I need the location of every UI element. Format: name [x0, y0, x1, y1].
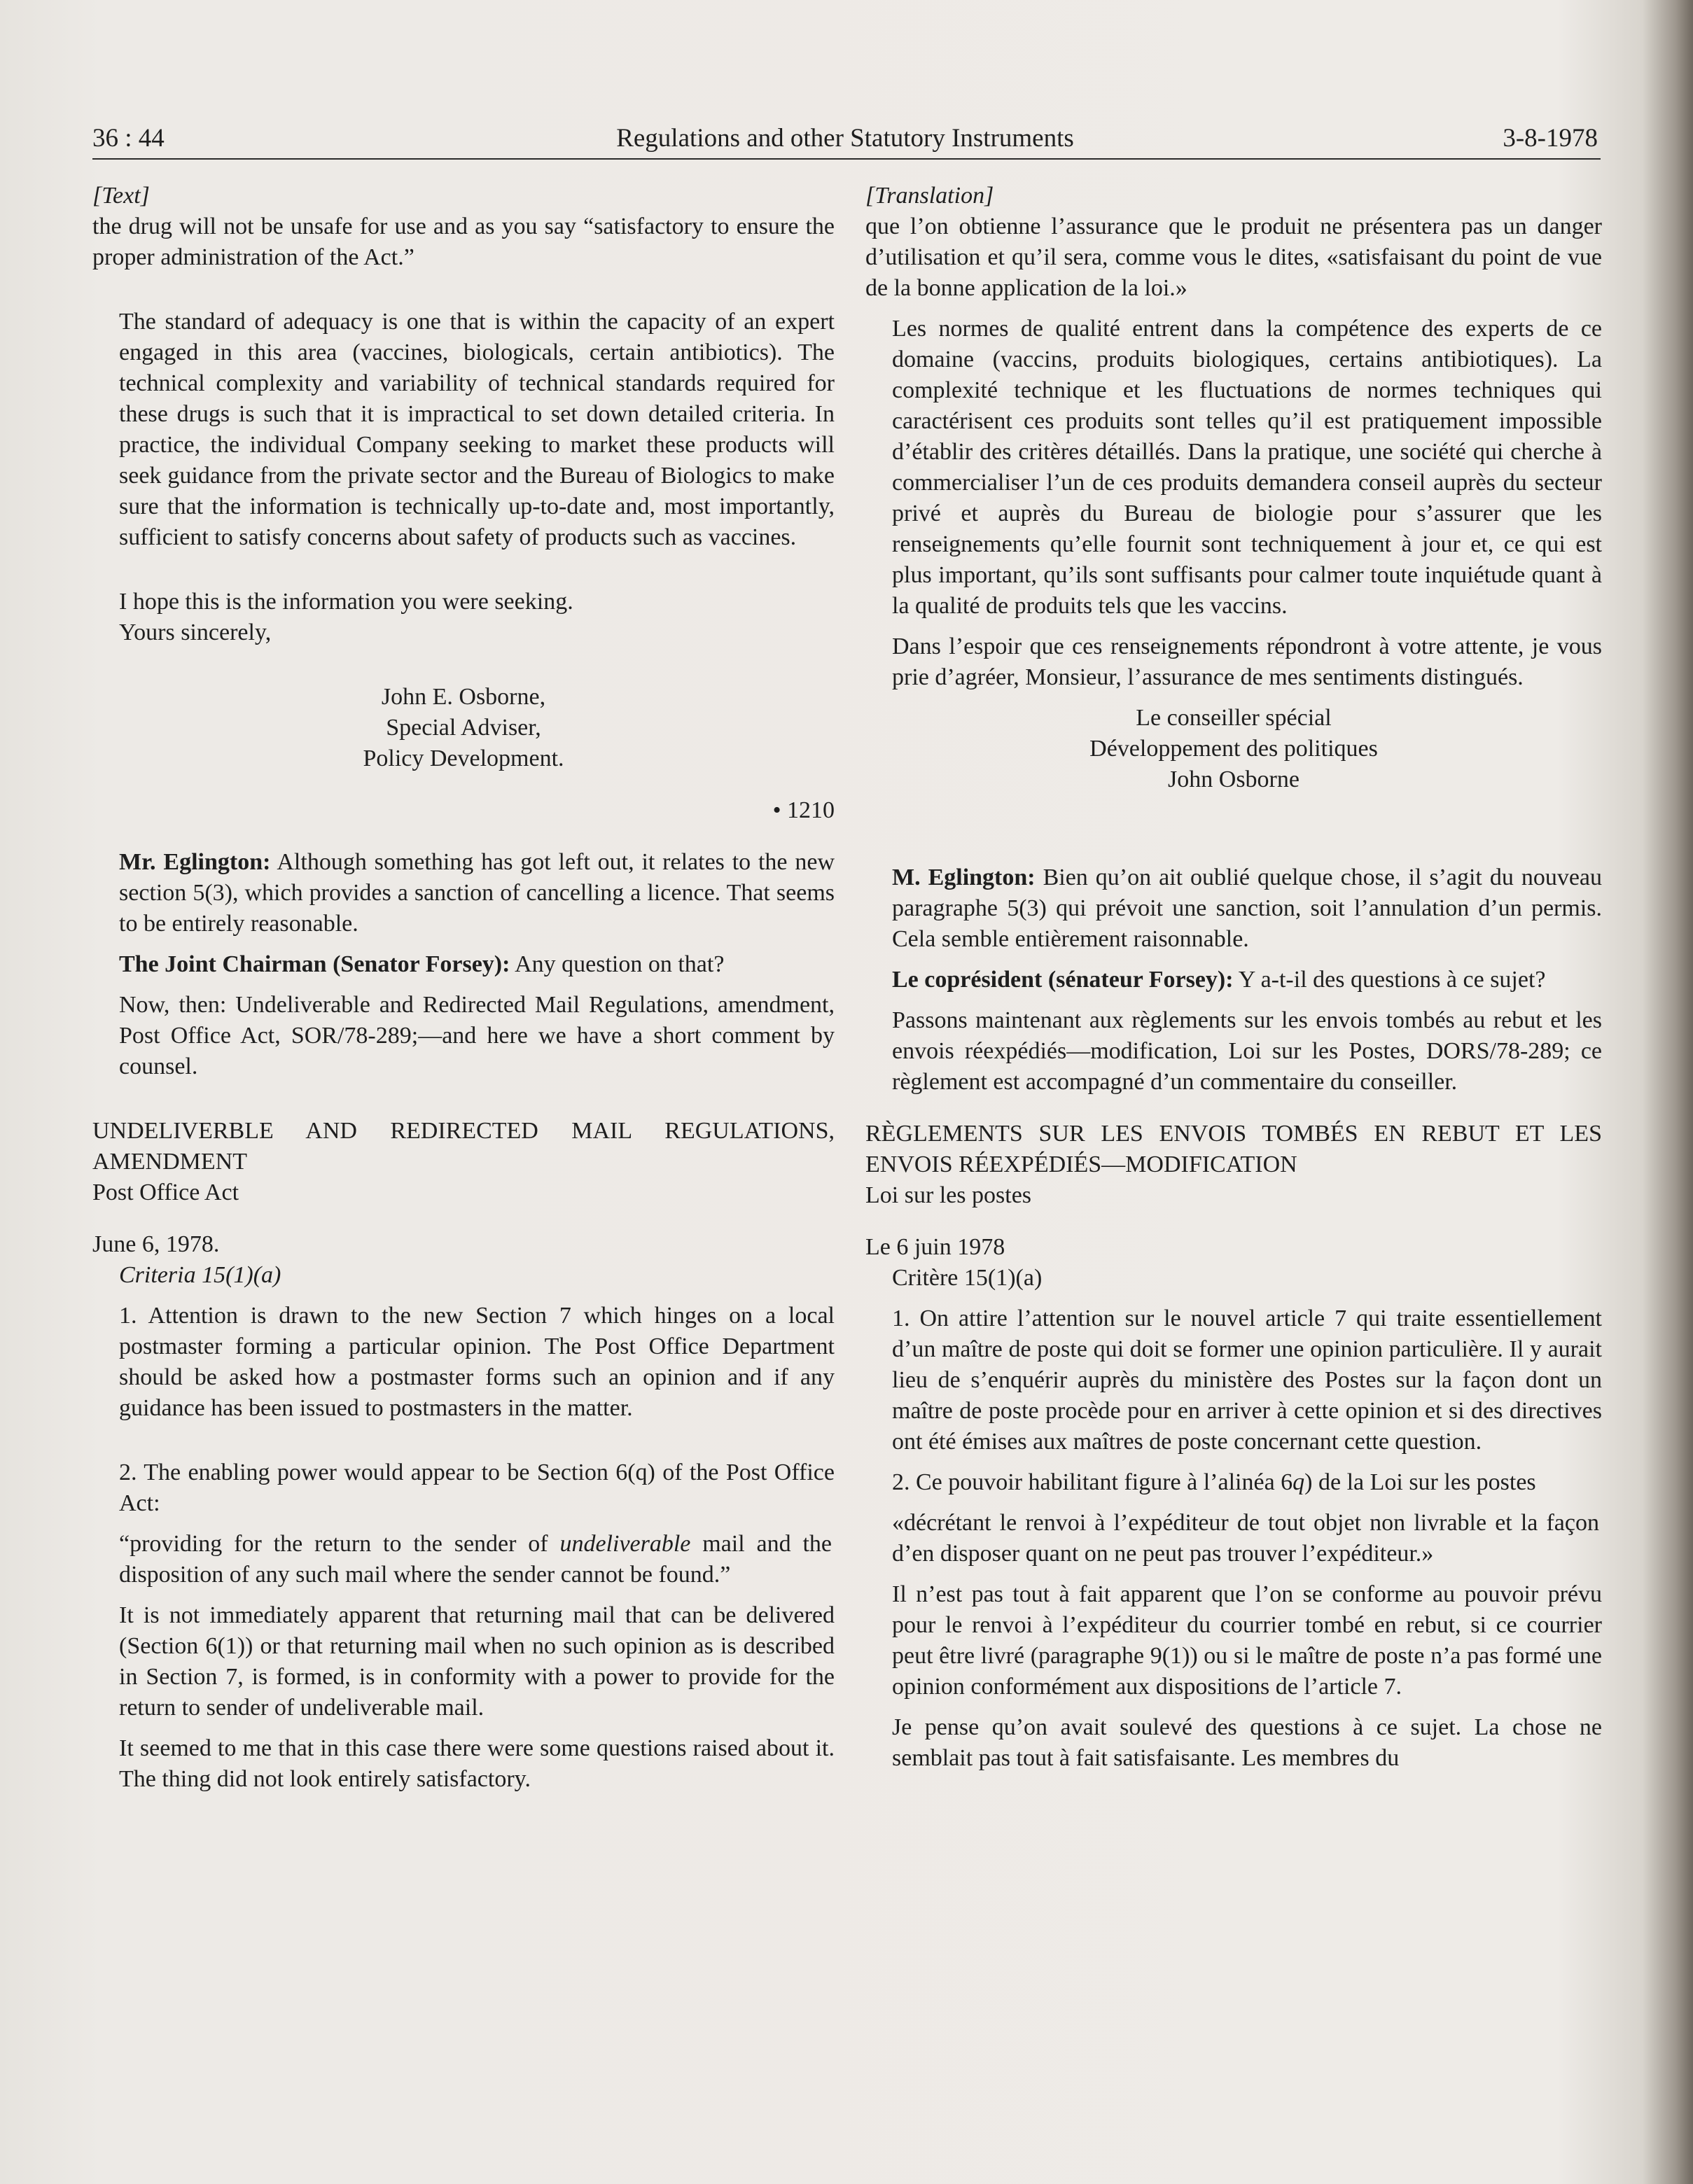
speaker-name: M. Eglington:: [892, 864, 1036, 890]
statute-quote: «décrétant le renvoi à l’expéditeur de tout objet non livrable et la façon d’en disposer quant on ne peut pas trouver l’expéditeur.»: [892, 1510, 1599, 1567]
speech-paragraph: Now, then: Undeliverable and Redirected Mail Regulations, amendment, Post Office Act, SOR/78-289;—and here we have a short comment by counsel.: [119, 992, 835, 1079]
signature-dept: Policy Development.: [363, 746, 564, 771]
section-subheading: Loi sur les postes: [865, 1182, 1032, 1208]
letter-closing: Dans l’espoir que ces renseignements répondront à votre attente, je vous prie d’agréer, Monsieur, l’assurance de mes sentiments distingués.: [892, 634, 1602, 690]
criteria-label: Criteria 15(1)(a): [119, 1262, 281, 1288]
comment-item: 2. Ce pouvoir habilitant figure à l’alinéa 6q) de la Loi sur les postes: [892, 1469, 1536, 1495]
translation-tag: [Translation]: [865, 183, 994, 209]
letter-salutation: Yours sincerely,: [119, 620, 272, 645]
comment-item: 2. The enabling power would appear to be Section 6(q) of the Post Office Act:: [119, 1460, 835, 1516]
speaker-name: Le coprésident (sénateur Forsey):: [892, 967, 1234, 993]
speech-paragraph: Je pense qu’on avait soulevé des questions à ce sujet. La chose ne semblait pas tout à fait satisfaisante. Les membres du: [892, 1714, 1602, 1771]
comment-item: 1. On attire l’attention sur le nouvel article 7 qui traite essentiellement d’un maître de poste qui doit se former une opinion particulière. Il y aurait lieu de s’enquérir auprès du ministère des Postes sur la façon dont un maître de poste procède pour en arriver à cette opinion et si des directives ont été émises aux maîtres de poste concernant cette question.: [892, 1306, 1602, 1455]
page-header: [92, 118, 1598, 160]
speech-text: Y a-t-il des questions à ce sujet?: [1233, 967, 1546, 993]
speaker-name: The Joint Chairman (Senator Forsey):: [119, 951, 510, 977]
statute-quote: “providing for the return to the sender of undeliverable mail and the disposition of any such mail where the sender cannot be found.”: [119, 1531, 832, 1588]
speech-paragraph: Passons maintenant aux règlements sur les envois tombés au rebut et les envois réexpédiés—modification, Loi sur les Postes, DORS/78-289; ce règlement est accompagné d’un commentaire du conseiller.: [892, 1007, 1602, 1095]
signature-dept: Développement des politiques: [1089, 736, 1378, 762]
letter-paragraph: Les normes de qualité entrent dans la compétence des experts de ce domaine (vaccins, produits biologiques, certains antibiotiques). La complexité technique et les fluctuations de normes techniques qui caractérisent ces produits sont telles qu’il est pratiquement impossible d’établir des critères détaillés. Dans la pratique, une société qui cherche à commercialiser l’un de ces produits demandera conseil auprès du secteur privé et auprès du Bureau de biologie pour s’assurer que les renseignements qu’elle fournit sont techniquement à jour et, ce qui est plus important, qu’ils sont suffisants pour calmer toute inquiétude quant à la qualité de produits tels que les vaccins.: [892, 316, 1602, 619]
section-heading: UNDELIVERBLE AND REDIRECTED MAIL REGULATIONS, AMENDMENT: [92, 1118, 835, 1175]
letter-paragraph: The standard of adequacy is one that is within the capacity of an expert engaged in this area (vaccines, biologicals, certain antibiotics). The technical complexity and variability of technical standards required for these drugs is such that it is impractical to set down detailed criteria. In practice, the individual Company seeking to market these products will seek guidance from the private sector and the Bureau of Biologics to make sure that the information is technically up-to-date and, most importantly, sufficient to satisfy concerns about safety of products such as vaccines.: [119, 309, 835, 550]
page-number: 36 : 44: [92, 124, 165, 153]
text-tag: [Text]: [92, 183, 150, 209]
speaker-name: Mr. Eglington:: [119, 849, 271, 875]
signature-name: John Osborne: [1168, 766, 1300, 792]
section-subheading: Post Office Act: [92, 1180, 239, 1205]
speaker-paragraph: [865, 965, 1602, 995]
comment-date: Le 6 juin 1978: [865, 1234, 1005, 1260]
section-heading: RÈGLEMENTS SUR LES ENVOIS TOMBÉS EN REBUT ET LES ENVOIS RÉEXPÉDIÉS—MODIFICATION: [865, 1121, 1602, 1177]
criteria-label: Critère 15(1)(a): [892, 1265, 1043, 1291]
speech-text: Bien qu’on ait oublié quelque chose, il s’agit du nouveau paragraphe 5(3) qui prévoit une sanction, soit l’annulation d’un permis. Cela semble entièrement raisonnable.: [892, 864, 1603, 952]
speaker-paragraph: [92, 949, 835, 980]
signature-title: Le conseiller spécial: [1136, 705, 1332, 731]
signature-name: John E. Osborne,: [381, 684, 546, 710]
comment-item: 1. Attention is drawn to the new Section 7 which hinges on a local postmaster forming a particular opinion. The Post Office Department should be asked how a postmaster forms such an opinion and if any guidance has been issued to postmasters in the matter.: [119, 1303, 835, 1421]
time-marker: • 1210: [772, 797, 835, 823]
letter-paragraph: que l’on obtienne l’assurance que le produit ne présentera pas un danger d’utilisation et qu’il sera, comme vous le dites, «satisfaisant du point de vue de la bonne application de la loi.»: [865, 214, 1602, 301]
header-rule: [92, 158, 1601, 160]
english-column: [92, 181, 835, 1795]
header-date: 3-8-1978: [1503, 124, 1598, 153]
signature-title: Special Adviser,: [386, 715, 541, 741]
french-column: [865, 181, 1602, 1774]
comment-paragraph: Il n’est pas tout à fait apparent que l’on se conforme au pouvoir prévu pour le renvoi à l’expéditeur du courrier tombé en rebut, si ce courrier peut être livré (paragraphe 9(1)) ou si le maître de poste n’a pas formé une opinion conformément aux dispositions de l’article 7.: [892, 1581, 1602, 1700]
speaker-paragraph: [865, 862, 1602, 955]
running-title: Regulations and other Statutory Instruments: [616, 124, 1074, 153]
speech-text: Any question on that?: [510, 951, 725, 977]
comment-date: June 6, 1978.: [92, 1231, 220, 1257]
letter-paragraph: the drug will not be unsafe for use and as you say “satisfactory to ensure the proper administration of the Act.”: [92, 214, 835, 270]
speech-text: Although something has got left out, it relates to the new section 5(3), which provides a sanction of cancelling a licence. That seems to be entirely reasonable.: [119, 849, 835, 937]
speaker-paragraph: [92, 847, 835, 939]
letter-closing: I hope this is the information you were seeking.: [119, 589, 573, 615]
speech-paragraph: It seemed to me that in this case there were some questions raised about it. The thing did not look entirely satisfactory.: [119, 1735, 835, 1792]
comment-paragraph: It is not immediately apparent that returning mail that can be delivered (Section 6(1)) or that returning mail when no such opinion as is described in Section 7, is formed, is in conformity with a power to provide for the return to sender of undeliverable mail.: [119, 1602, 835, 1721]
